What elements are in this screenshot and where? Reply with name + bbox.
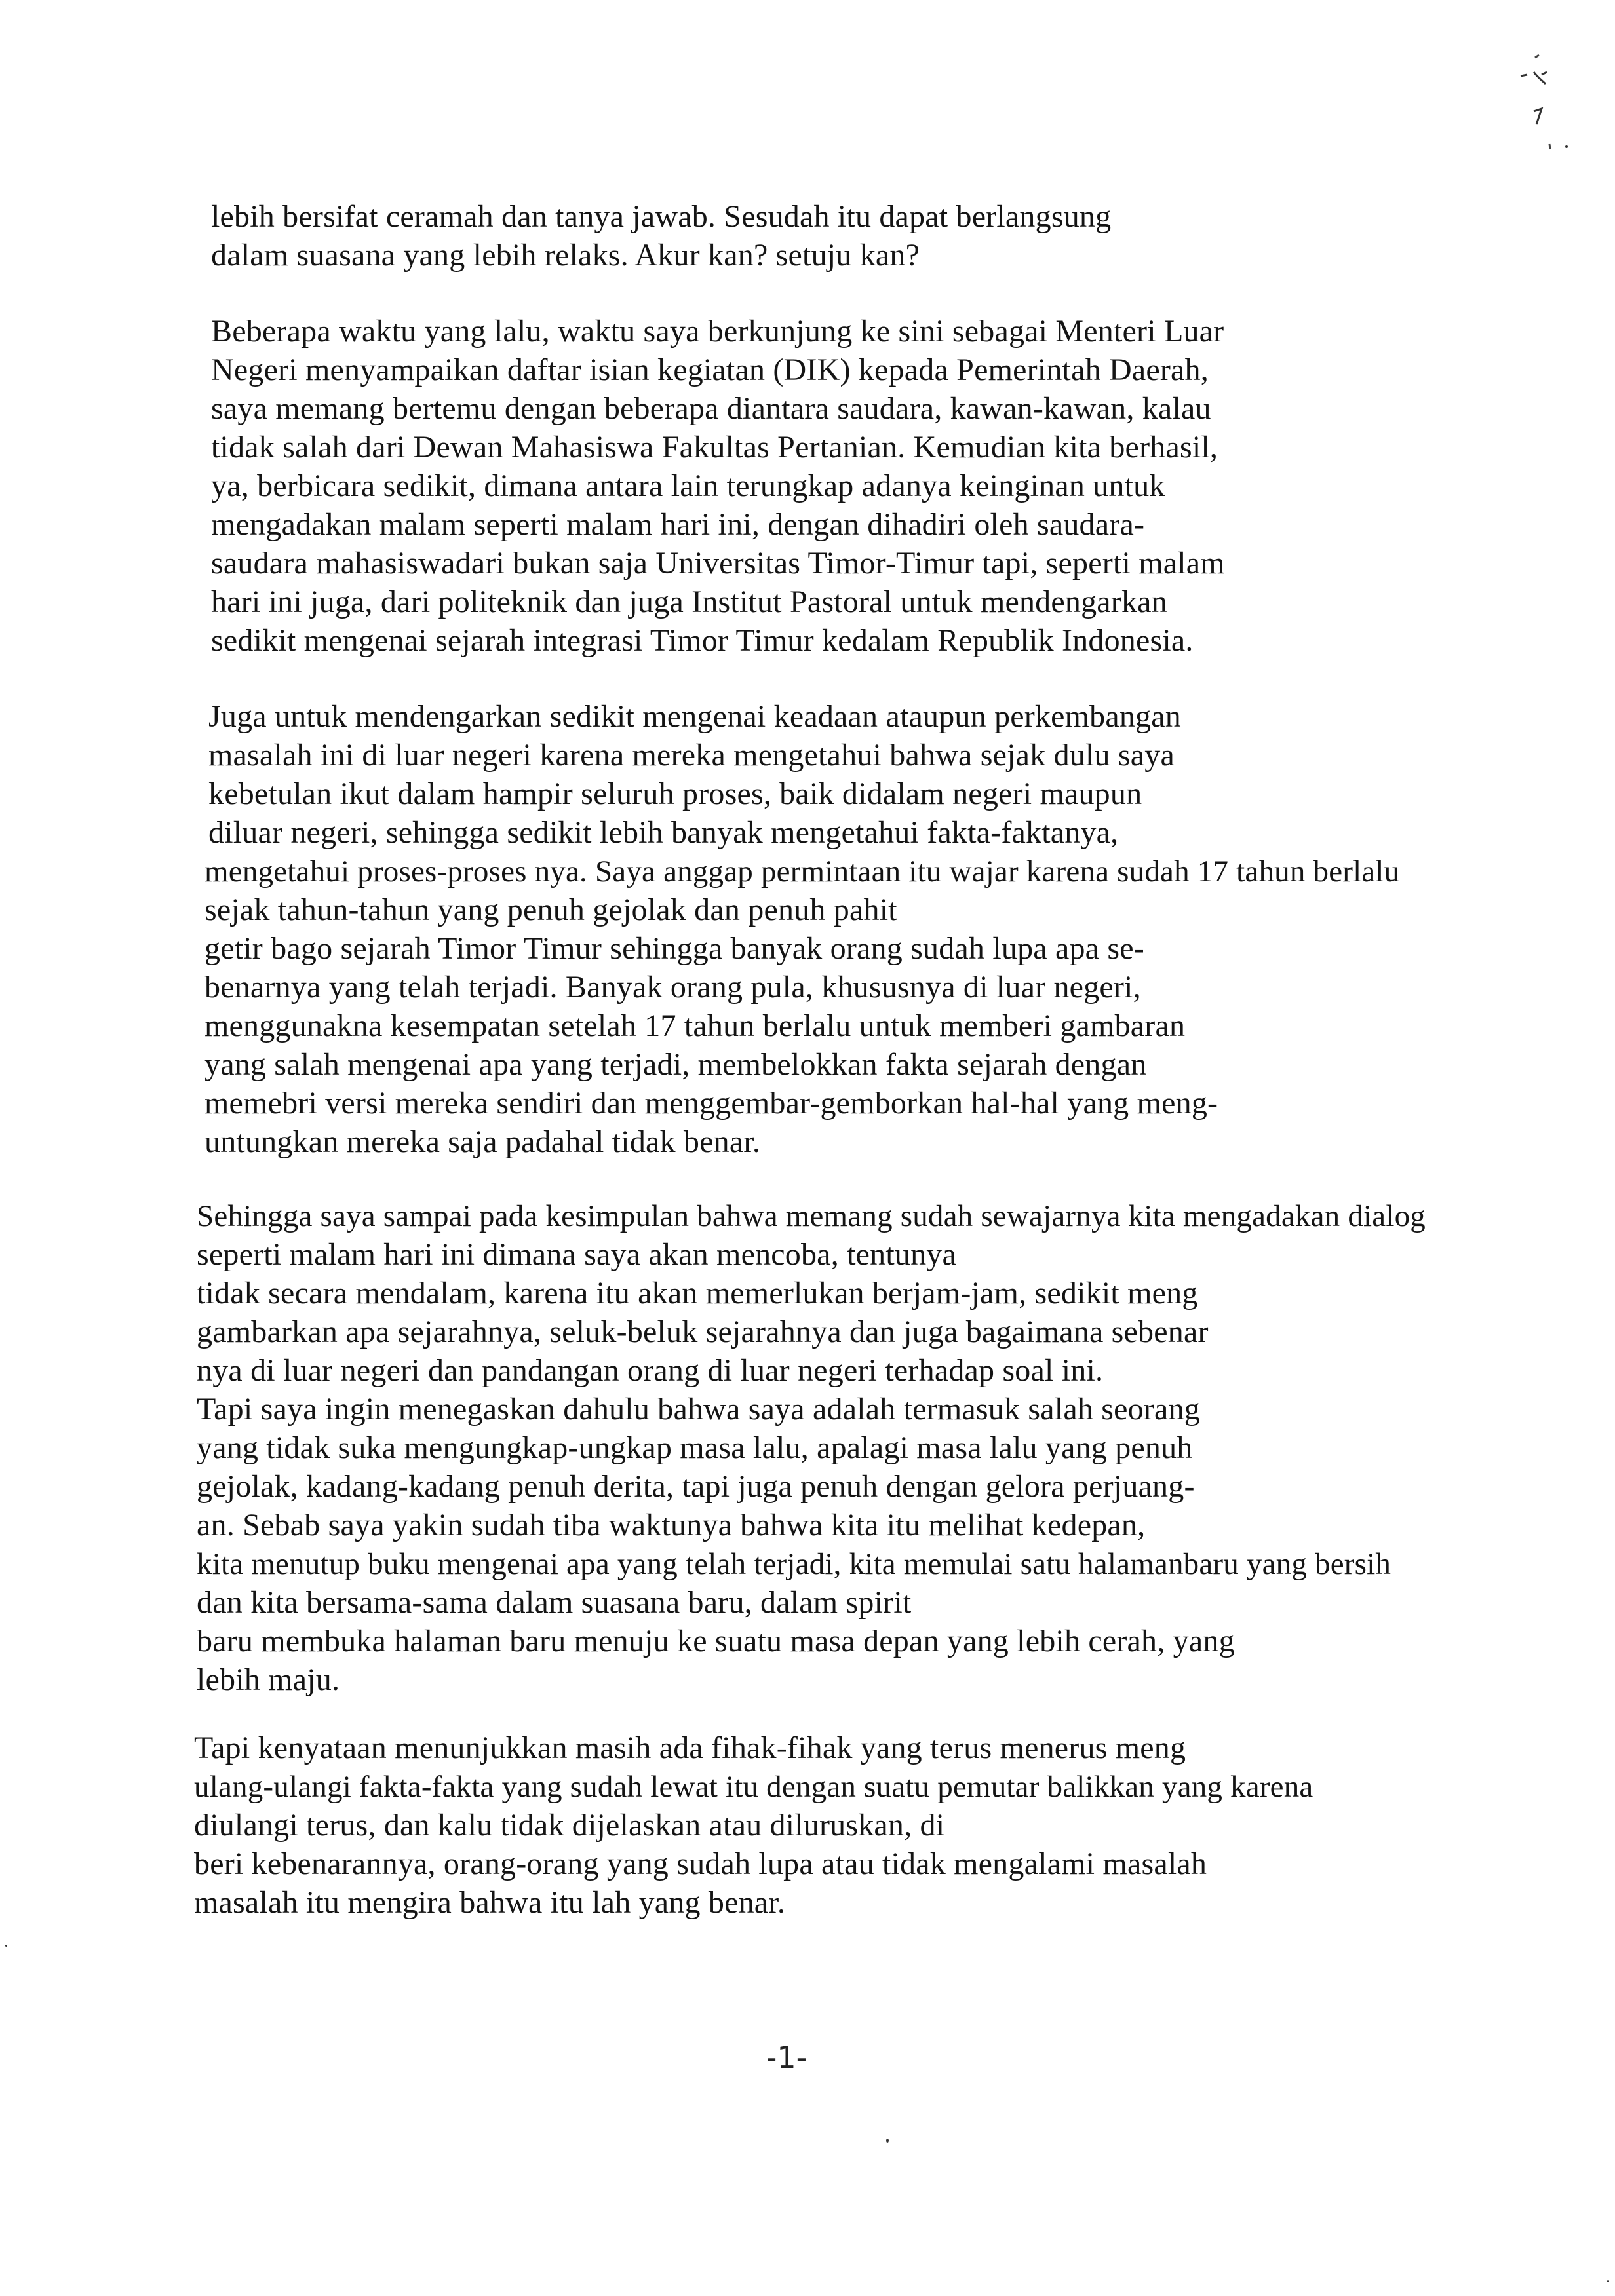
text-line: nya di luar negeri dan pandangan orang di luar negeri terhadap soal ini.	[197, 1353, 1104, 1388]
text-line: getir bago sejarah Timor Timur sehingga banyak orang sudah lupa apa se-	[204, 931, 1144, 966]
text-line: masalah itu mengira bahwa itu lah yang benar.	[194, 1885, 786, 1920]
scan-speck	[1607, 2280, 1609, 2282]
scan-speck	[5, 1945, 7, 1947]
scan-speck	[886, 2139, 889, 2143]
handwritten-margin-mark	[1508, 46, 1566, 164]
text-line: gejolak, kadang-kadang penuh derita, tapi juga penuh dengan gelora perjuang-	[197, 1469, 1195, 1504]
text-line: saudara mahasiswadari bukan saja Universitas Timor-Timur tapi, seperti malam	[211, 546, 1225, 581]
text-line: baru membuka halaman baru menuju ke suatu masa depan yang lebih cerah, yang	[197, 1624, 1235, 1658]
text-line: gambarkan apa sejarahnya, seluk-beluk sejarahnya dan juga bagaimana sebenar	[197, 1314, 1209, 1349]
text-line: dan kita bersama-sama dalam suasana baru, dalam spirit	[197, 1585, 912, 1620]
text-line: kebetulan ikut dalam hampir seluruh proses, baik didalam negeri maupun	[208, 776, 1142, 811]
text-line: Tapi kenyataan menunjukkan masih ada fihak-fihak yang terus menerus meng	[194, 1731, 1186, 1765]
text-line: memebri versi mereka sendiri dan menggembar-gemborkan hal-hal yang meng-	[204, 1086, 1218, 1120]
text-line: kita menutup buku mengenai apa yang telah terjadi, kita memulai satu halamanbaru yang bersih	[197, 1547, 1391, 1581]
text-line: hari ini juga, dari politeknik dan juga Institut Pastoral untuk mendengarkan	[211, 584, 1167, 619]
text-line: Tapi saya ingin menegaskan dahulu bahwa saya adalah termasuk salah seorang	[197, 1392, 1200, 1426]
page-number: -1-	[766, 2040, 808, 2075]
text-line: Beberapa waktu yang lalu, waktu saya berkunjung ke sini sebagai Menteri Luar	[211, 314, 1224, 349]
text-line: saya memang bertemu dengan beberapa diantara saudara, kawan-kawan, kalau	[211, 391, 1211, 426]
text-line: untungkan mereka saja padahal tidak benar.	[204, 1124, 761, 1159]
text-line: tidak secara mendalam, karena itu akan memerlukan berjam-jam, sedikit meng	[197, 1276, 1198, 1311]
text-line: dalam suasana yang lebih relaks. Akur kan? setuju kan?	[211, 238, 920, 273]
text-line: beri kebenarannya, orang-orang yang sudah lupa atau tidak mengalami masalah	[194, 1846, 1207, 1881]
text-line: seperti malam hari ini dimana saya akan mencoba, tentunya	[197, 1237, 956, 1272]
text-line: benarnya yang telah terjadi. Banyak orang pula, khususnya di luar negeri,	[204, 970, 1141, 1004]
text-line: Negeri menyampaikan daftar isian kegiatan (DIK) kepada Pemerintah Daerah,	[211, 353, 1209, 387]
text-line: tidak salah dari Dewan Mahasiswa Fakultas Pertanian. Kemudian kita berhasil,	[211, 430, 1218, 465]
text-line: yang salah mengenai apa yang terjadi, membelokkan fakta sejarah dengan	[204, 1047, 1147, 1082]
text-line: Juga untuk mendengarkan sedikit mengenai keadaan ataupun perkembangan	[208, 699, 1181, 734]
text-line: lebih maju.	[197, 1662, 340, 1697]
text-line: yang tidak suka mengungkap-ungkap masa lalu, apalagi masa lalu yang penuh	[197, 1430, 1193, 1465]
text-line: Sehingga saya sampai pada kesimpulan bahwa memang sudah sewajarnya kita mengadakan dialog	[197, 1199, 1426, 1233]
text-line: mengetahui proses-proses nya. Saya anggap permintaan itu wajar karena sudah 17 tahun berlalu	[204, 854, 1400, 889]
text-line: ulang-ulangi fakta-fakta yang sudah lewat itu dengan suatu pemutar balikkan yang karena	[194, 1770, 1313, 1804]
text-line: diulangi terus, dan kalu tidak dijelaskan atau diluruskan, di	[194, 1808, 945, 1843]
text-line: lebih bersifat ceramah dan tanya jawab. Sesudah itu dapat berlangsung	[211, 199, 1112, 234]
text-line: diluar negeri, sehingga sedikit lebih banyak mengetahui fakta-faktanya,	[208, 815, 1119, 850]
text-line: an. Sebab saya yakin sudah tiba waktunya bahwa kita itu melihat kedepan,	[197, 1508, 1146, 1542]
text-line: ya, berbicara sedikit, dimana antara lain terungkap adanya keinginan untuk	[211, 469, 1165, 503]
text-line: sejak tahun-tahun yang penuh gejolak dan penuh pahit	[204, 892, 897, 927]
scan-speck	[1565, 145, 1568, 148]
text-line: mengadakan malam seperti malam hari ini, dengan dihadiri oleh saudara-	[211, 507, 1145, 542]
text-line: menggunakna kesempatan setelah 17 tahun berlalu untuk memberi gambaran	[204, 1008, 1186, 1043]
text-line: sedikit mengenai sejarah integrasi Timor Timur kedalam Republik Indonesia.	[211, 623, 1194, 658]
text-line: masalah ini di luar negeri karena mereka mengetahui bahwa sejak dulu saya	[208, 738, 1175, 773]
